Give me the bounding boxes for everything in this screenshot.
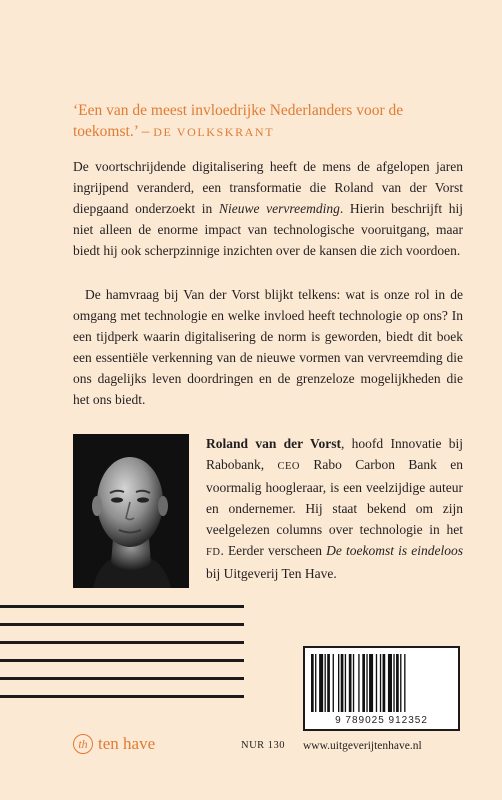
- publisher-logo: [73, 734, 155, 754]
- author-name: Roland van der Vorst: [206, 436, 341, 451]
- bio-text: , hoofd Innovatie bij Rabobank,: [206, 436, 464, 472]
- author-photo: [73, 434, 189, 588]
- stripe: [0, 623, 244, 626]
- book-title: Nieuwe vervreemding: [218, 201, 340, 216]
- blurb-quote: [73, 100, 463, 143]
- author-bio: [206, 433, 463, 584]
- bio-ceo: CEO: [277, 461, 300, 472]
- bio-text-2: Rabo Carbon Bank en voormalig hoogleraar, is een veelzijdige auteur en ondernemer. Hij staat bekend om zijn veelgelezen columns over technologie in het: [206, 457, 463, 537]
- quote-text: ‘Een van de meest invloedrijke Nederlanders voor de toekomst.’ –: [73, 102, 404, 140]
- nur-code: NUR 130: [241, 740, 286, 751]
- paragraph-1-text-end: . Hierin beschrijft hij niet alleen de enorme impact van technologische vooruitgang, maar biedt hij ook scherpzinnige inzichten over de kansen die zich voordoen.: [73, 201, 463, 258]
- publisher-name: ten have: [98, 734, 156, 753]
- description-paragraph-1: [73, 156, 463, 261]
- stripe: [0, 641, 244, 644]
- paragraph-1-text: De voortschrijdende digitalisering heeft de mens de afgelopen jaren ingrijpend veranderd, een transformatie die Roland van der Vorst diepgaand onderzoekt in: [73, 159, 463, 216]
- barcode-bars: [311, 654, 452, 712]
- description-paragraph-2: De hamvraag bij Van der Vorst blijkt telkens: wat is onze rol in de omgang met technologie en welke invloed heeft technologie op ons? In een tijdperk waarin digitalisering de norm is geworden, biedt dit boek een essentiële verkenning van de nieuwe vormen van vervreemding die ons dagelijks leven doordringen en de grenzeloze mogelijkheden die het ons biedt.: [73, 287, 463, 407]
- decorative-stripes: [0, 605, 244, 713]
- stripe: [0, 605, 244, 608]
- bio-fd: FD: [206, 547, 221, 558]
- isbn-number: 9 789025 912352: [335, 715, 428, 726]
- bio-text-3: . Eerder verscheen: [220, 543, 327, 558]
- quote-source: DE VOLKSKRANT: [153, 125, 275, 139]
- stripe: [0, 659, 244, 662]
- bio-book-title: De toekomst is eindeloos: [326, 543, 463, 558]
- publisher-url: www.uitgeverijtenhave.nl: [303, 740, 422, 752]
- isbn-barcode: [303, 646, 460, 731]
- bio-text-4: bij Uitgeverij Ten Have.: [206, 566, 337, 581]
- stripe: [0, 677, 244, 680]
- publisher-mark-icon: th: [73, 734, 93, 754]
- stripe: [0, 695, 244, 698]
